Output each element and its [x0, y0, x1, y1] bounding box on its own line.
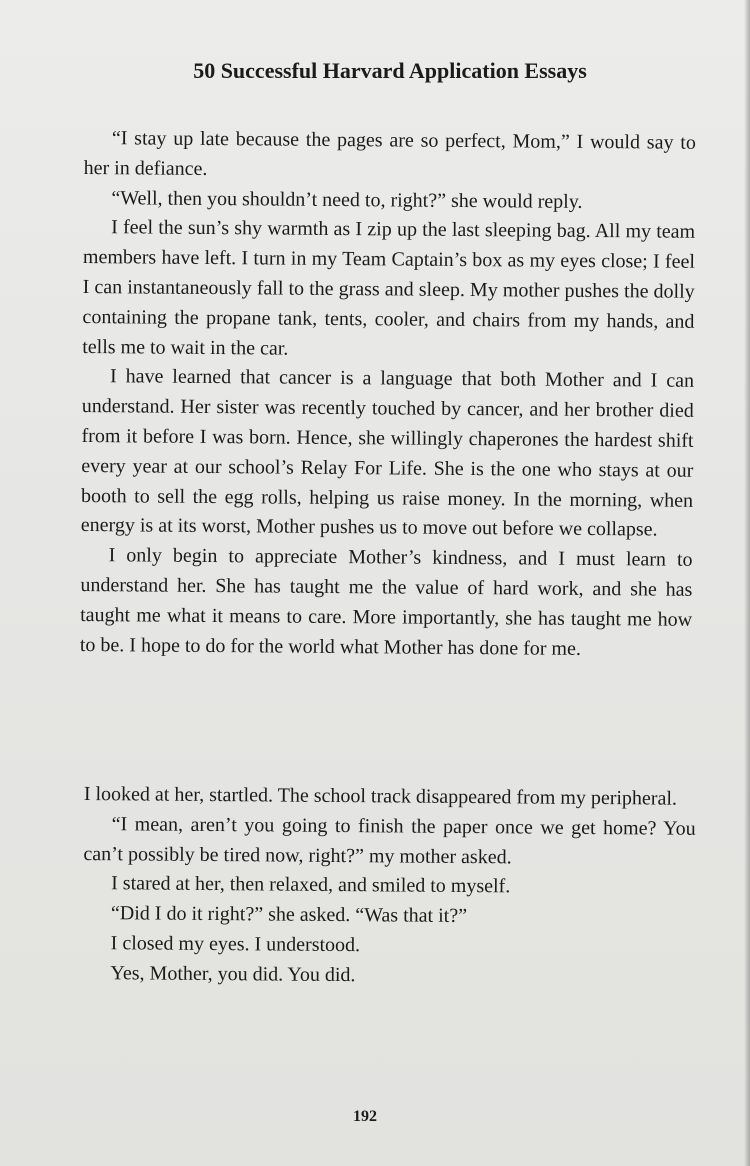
paragraph: I only begin to appreciate Mother’s kindness, and I must learn to understand her. She has taught me the value of hard work, and she has taught me what it means to care. More importantly, she has taught me how to be. I hope to do for the world what Mother has done for me.: [79, 544, 693, 660]
paragraph: I closed my eyes. I understood.: [110, 932, 361, 957]
paragraph: Yes, Mother, you did. You did.: [110, 961, 356, 986]
page-edge-shadow: [744, 0, 750, 1166]
paragraph: I looked at her, startled. The school track disappeared from my peripheral.: [83, 782, 678, 810]
page-number: 192: [353, 1108, 377, 1125]
paragraph: I have learned that cancer is a language that both Mother and I can understand. Her sister was recently touched by cancer, and her brother died from it before I was born. Hence, she willingly chaperones the hardest shift every year at our school’s Relay For Life. She is the one who stays at our booth to sell the egg rolls, helping us raise money. In the morning, when energy is at its worst, Mother pushes us to move out before we collapse.: [80, 365, 695, 541]
essay-section-2: [82, 780, 696, 993]
paragraph: I stared at her, then relaxed, and smiled to myself.: [111, 872, 511, 898]
paragraph: “Did I do it right?” she asked. “Was that it?”: [110, 902, 468, 928]
paragraph: “I stay up late because the pages are so perfect, Mom,” I would say to her in defiance.: [83, 127, 696, 180]
essay-section-1: [80, 124, 696, 665]
paragraph: “Well, then you shouldn’t need to, right?” she would reply.: [111, 186, 583, 213]
paragraph: “I mean, aren’t you going to finish the paper once we get home? You can’t possibly be tired now, right?” my mother asked.: [83, 813, 696, 868]
paragraph: I feel the sun’s shy warmth as I zip up the last sleeping bag. All my team members have left. I turn in my Team Captain’s box as my eyes close; I feel I can instantaneously fall to the grass and sleep. My mother pushes the dolly containing the propane tank, tents, cooler, and chairs from my hands, and tells me to wait in the car.: [82, 216, 696, 360]
running-title: 50 Successful Harvard Application Essays: [193, 58, 587, 83]
